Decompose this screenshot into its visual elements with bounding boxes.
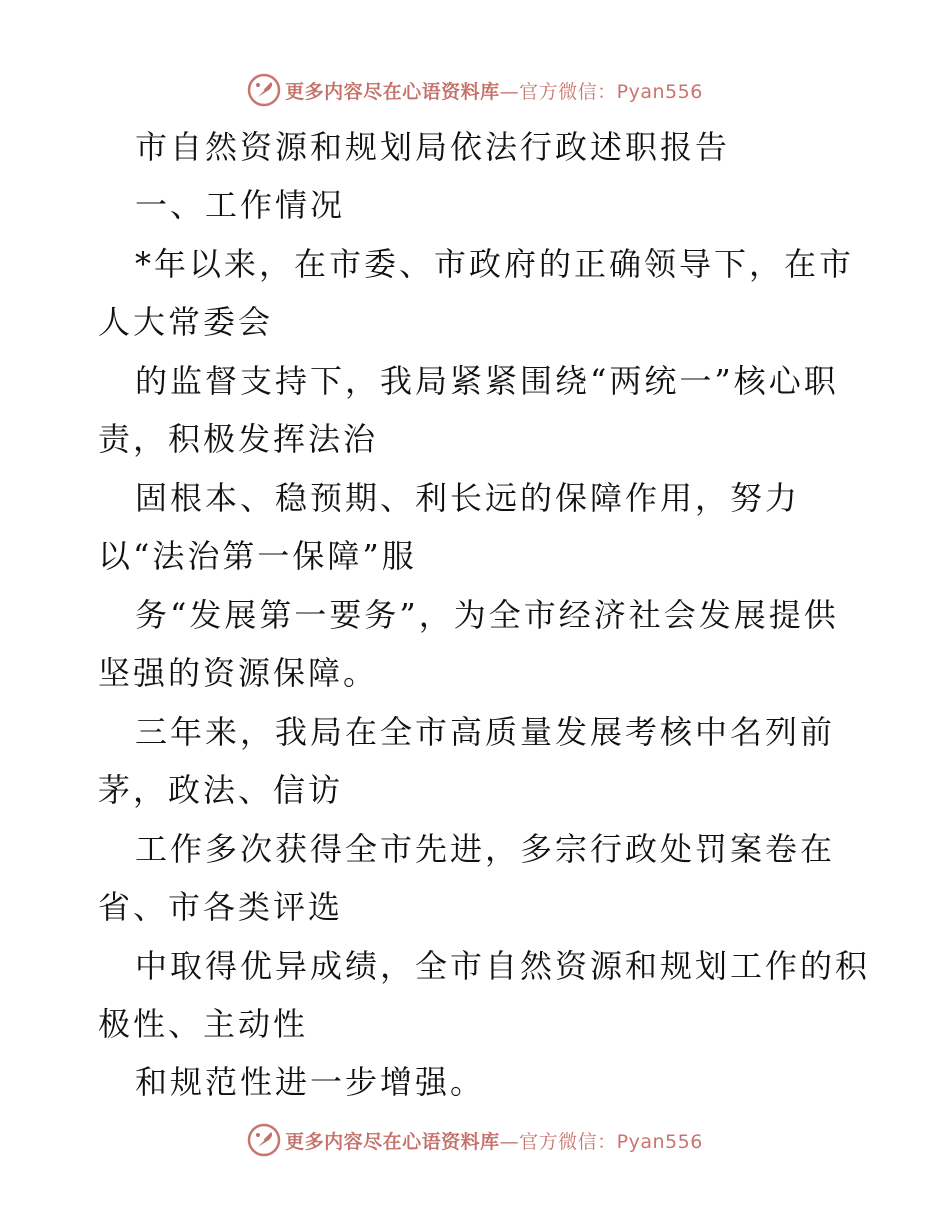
footer-banner [0,1120,950,1160]
paragraph-line: 三年来，我局在全市高质量发展考核中名列前 [135,713,836,751]
banner-dash: — [499,1130,520,1153]
paragraph-line: 务“发展第一要务”，为全市经济社会发展提供 [135,596,839,634]
paragraph-line: 极性、主动性 [98,1005,309,1043]
paragraph-line: 工作多次获得全市先进，多宗行政处罚案卷在 [135,830,836,868]
paragraph-line: 人大常委会 [98,303,274,341]
paragraph-line: 坚强的资源保障。 [98,654,379,692]
document-title: 市自然资源和规划局依法行政述职报告 [135,128,731,166]
paragraph-line: 以“法治第一保障”服 [98,537,417,575]
banner-promo-text: 更多内容尽在心语资料库 [285,1130,500,1153]
banner-dash: — [499,80,520,103]
paragraph-line: 固根本、稳预期、利长远的保障作用，努力 [135,479,801,517]
paragraph-line: 中取得优异成绩，全市自然资源和规划工作的积 [135,947,871,985]
banner-promo-text: 更多内容尽在心语资料库 [285,80,500,103]
banner-wechat-text: 官方微信：Pyan556 [519,1130,703,1153]
banner-text [285,1127,703,1154]
section-heading: 一、工作情况 [135,186,346,224]
paragraph-line: 的监督支持下，我局紧紧围绕“两统一”核心职 [135,362,839,400]
paragraph-line: 和规范性进一步增强。 [135,1063,486,1101]
banner-wechat-text: 官方微信：Pyan556 [519,80,703,103]
paragraph-line: 省、市各类评选 [98,888,344,926]
paragraph-line: 责，积极发挥法治 [98,420,379,458]
paragraph-line: *年以来，在市委、市政府的正确领导下，在市 [135,245,855,283]
feather-pen-logo-icon [247,1123,281,1157]
paragraph-line: 茅，政法、信访 [98,771,344,809]
